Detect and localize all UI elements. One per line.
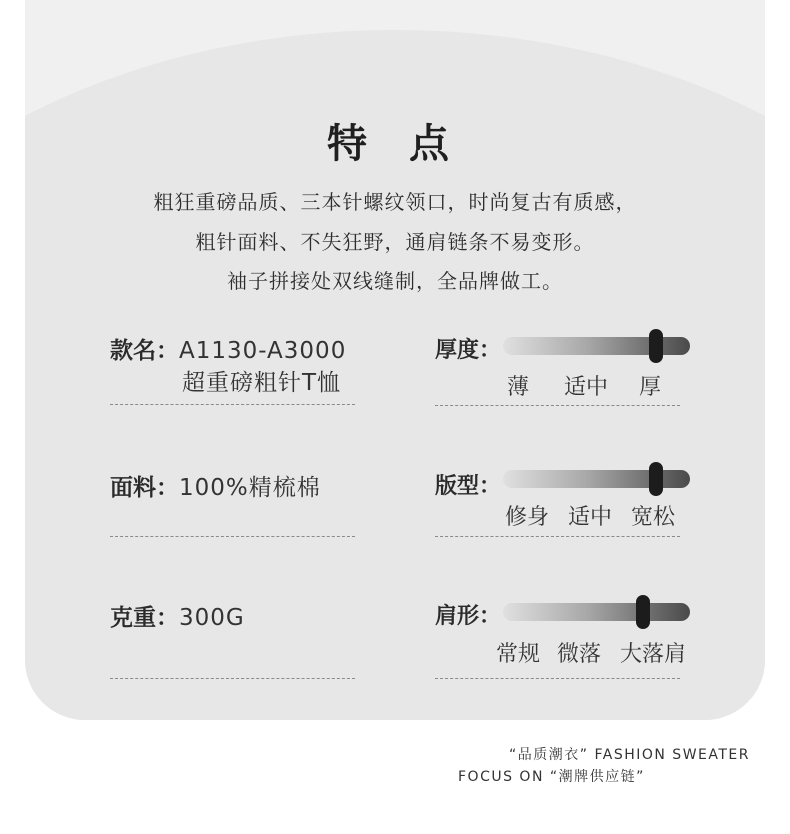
- spec-fabric: [110, 469, 321, 502]
- spec-fabric-label: 面料：: [110, 475, 179, 501]
- slider-fit-track: [503, 470, 690, 488]
- slider-fit-option-1: 修身: [505, 505, 550, 530]
- spec-weight-label: 克重：: [110, 605, 179, 631]
- slider-fit-option-2: 适中: [568, 505, 613, 530]
- slider-shoulder-track: [503, 603, 690, 621]
- spec-model: [110, 332, 346, 365]
- spec-model-value-2: 超重磅粗针T恤: [182, 370, 342, 396]
- spec-model-value: A1130-A3000: [179, 338, 347, 364]
- spec-weight: [110, 599, 245, 632]
- slider-fit-knob: [649, 462, 663, 496]
- slider-shoulder-option-3: 大落肩: [620, 642, 687, 667]
- description-line-1: 粗狂重磅品质、三本针螺纹领口，时尚复古有质感，: [153, 190, 637, 214]
- divider: [435, 678, 680, 679]
- divider: [110, 536, 355, 537]
- divider: [435, 536, 680, 537]
- slider-shoulder-label: 肩形：: [435, 604, 502, 629]
- section-title: 特 点: [327, 121, 463, 167]
- description-line-2: 粗针面料、不失狂野，通肩链条不易变形。: [195, 230, 595, 254]
- spec-model-label: 款名：: [110, 338, 179, 364]
- slider-thickness-track: [503, 337, 690, 355]
- slider-thickness-option-3: 厚: [639, 375, 662, 400]
- footer-line-1: “品质潮衣” FASHION SWEATER: [509, 747, 750, 763]
- slider-shoulder-option-1: 常规: [496, 642, 541, 667]
- divider: [110, 404, 355, 405]
- slider-shoulder-knob: [636, 595, 650, 629]
- slider-thickness-label: 厚度：: [435, 338, 502, 363]
- slider-shoulder-option-2: 微落: [557, 642, 602, 667]
- slider-thickness-knob: [649, 329, 663, 363]
- divider: [110, 678, 355, 679]
- slider-thickness-option-2: 适中: [564, 375, 609, 400]
- description-line-3: 袖子拼接处双线缝制，全品牌做工。: [227, 269, 563, 293]
- divider: [435, 405, 680, 406]
- slider-fit-option-3: 宽松: [631, 505, 676, 530]
- spec-weight-value: 300G: [179, 605, 245, 631]
- slider-fit-label: 版型：: [435, 474, 502, 499]
- slider-thickness-option-1: 薄: [507, 375, 530, 400]
- spec-fabric-value: 100%精梳棉: [179, 475, 321, 501]
- footer-line-2: FOCUS ON “潮牌供应链”: [458, 769, 645, 785]
